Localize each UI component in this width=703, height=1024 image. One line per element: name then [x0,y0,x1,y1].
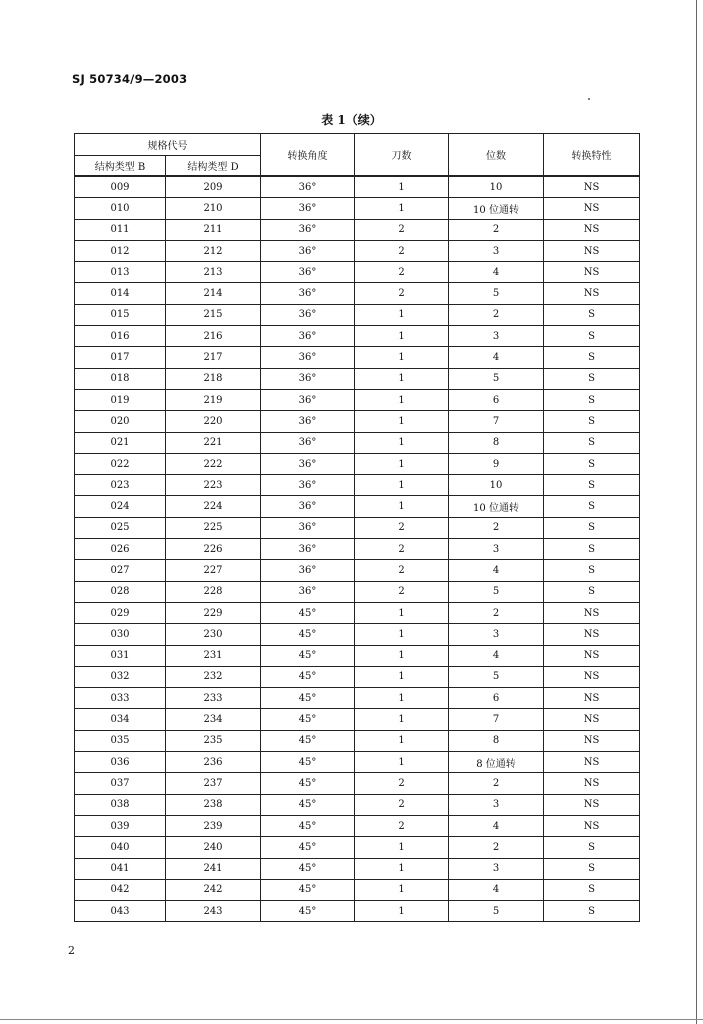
cell-type-b: 015 [75,304,166,325]
cell-poles: 1 [355,624,449,645]
cell-type-d: 231 [166,645,261,666]
cell-type-b: 014 [75,283,166,304]
cell-type-b: 021 [75,432,166,453]
cell-type-b: 017 [75,347,166,368]
cell-angle: 36° [261,475,355,496]
cell-poles: 1 [355,475,449,496]
table-row [75,453,640,474]
cell-switching: S [544,368,640,389]
cell-switching: NS [544,666,640,687]
table-row [75,560,640,581]
cell-angle: 45° [261,879,355,900]
cell-switching: S [544,347,640,368]
cell-switching: S [544,837,640,858]
table-row [75,304,640,325]
cell-type-d: 223 [166,475,261,496]
cell-angle: 45° [261,666,355,687]
cell-switching: NS [544,602,640,623]
cell-poles: 1 [355,347,449,368]
cell-type-d: 225 [166,517,261,538]
cell-poles: 1 [355,453,449,474]
cell-poles: 2 [355,283,449,304]
cell-poles: 2 [355,815,449,836]
table-row [75,730,640,751]
cell-switching: S [544,539,640,560]
cell-positions: 5 [449,666,544,687]
cell-type-d: 211 [166,219,261,240]
cell-type-b: 030 [75,624,166,645]
cell-positions: 10 [449,176,544,198]
table-row [75,176,640,198]
cell-type-d: 230 [166,624,261,645]
cell-type-d: 209 [166,176,261,198]
table-row [75,773,640,794]
cell-poles: 2 [355,560,449,581]
cell-type-b: 027 [75,560,166,581]
cell-switching: NS [544,624,640,645]
cell-angle: 36° [261,560,355,581]
cell-poles: 2 [355,240,449,261]
cell-type-b: 040 [75,837,166,858]
cell-positions: 3 [449,858,544,879]
scan-speck [588,98,590,100]
table-row [75,262,640,283]
cell-switching: S [544,326,640,347]
cell-type-b: 033 [75,688,166,709]
table-row [75,581,640,602]
cell-angle: 45° [261,837,355,858]
cell-positions: 8 [449,730,544,751]
cell-poles: 1 [355,602,449,623]
cell-type-d: 243 [166,901,261,922]
cell-type-d: 224 [166,496,261,517]
cell-switching: S [544,858,640,879]
table-row [75,411,640,432]
cell-switching: NS [544,283,640,304]
cell-positions: 10 [449,475,544,496]
cell-positions: 4 [449,262,544,283]
cell-angle: 36° [261,581,355,602]
cell-switching: S [544,411,640,432]
table-row [75,198,640,219]
cell-type-b: 016 [75,326,166,347]
cell-angle: 36° [261,262,355,283]
header-type-d: 结构类型 D [166,156,261,177]
cell-poles: 1 [355,666,449,687]
table-row [75,794,640,815]
cell-positions: 8 [449,432,544,453]
header-type-b: 结构类型 B [75,156,166,177]
cell-switching: NS [544,752,640,773]
table-row [75,624,640,645]
table-row [75,879,640,900]
cell-switching: S [544,453,640,474]
cell-type-d: 216 [166,326,261,347]
spec-table [74,133,640,922]
table-row [75,496,640,517]
cell-positions: 3 [449,794,544,815]
cell-switching: S [544,517,640,538]
cell-positions: 7 [449,411,544,432]
cell-type-d: 210 [166,198,261,219]
header-angle: 转换角度 [261,134,355,177]
cell-angle: 45° [261,602,355,623]
cell-type-d: 239 [166,815,261,836]
standard-code: SJ 50734/9—2003 [72,72,188,86]
cell-type-b: 029 [75,602,166,623]
cell-positions: 2 [449,517,544,538]
cell-positions: 8 位通转 [449,752,544,773]
cell-angle: 45° [261,901,355,922]
cell-type-d: 241 [166,858,261,879]
cell-switching: S [544,389,640,410]
cell-type-d: 220 [166,411,261,432]
table-row [75,347,640,368]
cell-positions: 10 位通转 [449,198,544,219]
header-spec-code: 规格代号 [75,134,261,156]
cell-positions: 10 位通转 [449,496,544,517]
cell-type-d: 240 [166,837,261,858]
cell-type-b: 020 [75,411,166,432]
cell-poles: 1 [355,496,449,517]
cell-type-d: 219 [166,389,261,410]
cell-switching: S [544,581,640,602]
cell-poles: 1 [355,858,449,879]
cell-angle: 36° [261,198,355,219]
table-row [75,432,640,453]
cell-poles: 1 [355,901,449,922]
cell-type-d: 236 [166,752,261,773]
cell-positions: 3 [449,624,544,645]
cell-type-d: 217 [166,347,261,368]
cell-positions: 2 [449,304,544,325]
cell-poles: 2 [355,539,449,560]
cell-positions: 5 [449,368,544,389]
cell-poles: 1 [355,432,449,453]
table-header [75,134,640,177]
cell-type-b: 031 [75,645,166,666]
cell-positions: 3 [449,326,544,347]
table-row [75,517,640,538]
cell-type-d: 221 [166,432,261,453]
cell-type-b: 036 [75,752,166,773]
cell-type-b: 022 [75,453,166,474]
cell-angle: 45° [261,645,355,666]
table-caption: 表 1（续） [321,113,382,127]
table-row [75,666,640,687]
cell-angle: 45° [261,624,355,645]
cell-type-d: 226 [166,539,261,560]
cell-positions: 2 [449,773,544,794]
cell-type-b: 019 [75,389,166,410]
cell-angle: 36° [261,517,355,538]
cell-positions: 6 [449,389,544,410]
cell-positions: 3 [449,539,544,560]
cell-switching: NS [544,815,640,836]
cell-poles: 1 [355,176,449,198]
table-row [75,858,640,879]
cell-positions: 6 [449,688,544,709]
cell-angle: 36° [261,432,355,453]
cell-positions: 5 [449,581,544,602]
cell-type-b: 026 [75,539,166,560]
cell-type-b: 034 [75,709,166,730]
cell-type-b: 038 [75,794,166,815]
cell-switching: NS [544,688,640,709]
cell-poles: 1 [355,304,449,325]
cell-type-b: 028 [75,581,166,602]
cell-type-b: 013 [75,262,166,283]
cell-positions: 4 [449,645,544,666]
cell-type-b: 037 [75,773,166,794]
cell-angle: 36° [261,368,355,389]
cell-angle: 36° [261,539,355,560]
cell-angle: 45° [261,709,355,730]
cell-type-d: 242 [166,879,261,900]
header-positions: 位数 [449,134,544,177]
scan-edge-right [696,0,697,1024]
cell-positions: 3 [449,240,544,261]
cell-type-b: 043 [75,901,166,922]
cell-type-d: 234 [166,709,261,730]
header-poles: 刀数 [355,134,449,177]
cell-angle: 45° [261,752,355,773]
cell-type-b: 011 [75,219,166,240]
table-body [75,176,640,922]
cell-positions: 5 [449,901,544,922]
cell-poles: 1 [355,688,449,709]
cell-switching: NS [544,198,640,219]
table-row [75,219,640,240]
cell-type-d: 222 [166,453,261,474]
cell-type-d: 238 [166,794,261,815]
cell-type-d: 235 [166,730,261,751]
cell-poles: 2 [355,794,449,815]
cell-type-d: 215 [166,304,261,325]
cell-type-b: 025 [75,517,166,538]
cell-angle: 36° [261,347,355,368]
cell-angle: 45° [261,794,355,815]
cell-angle: 45° [261,815,355,836]
cell-type-b: 010 [75,198,166,219]
cell-type-d: 237 [166,773,261,794]
table-row [75,368,640,389]
cell-positions: 7 [449,709,544,730]
cell-poles: 1 [355,645,449,666]
cell-poles: 2 [355,219,449,240]
cell-angle: 45° [261,858,355,879]
header-switching: 转换特性 [544,134,640,177]
cell-type-b: 042 [75,879,166,900]
cell-switching: NS [544,730,640,751]
cell-poles: 2 [355,581,449,602]
cell-poles: 1 [355,411,449,432]
cell-type-d: 229 [166,602,261,623]
cell-positions: 9 [449,453,544,474]
cell-poles: 2 [355,262,449,283]
table-row [75,815,640,836]
scan-edge-bottom [0,1019,703,1020]
page-number: 2 [68,944,75,957]
cell-poles: 1 [355,837,449,858]
cell-angle: 36° [261,411,355,432]
cell-poles: 1 [355,368,449,389]
cell-switching: NS [544,176,640,198]
cell-switching: S [544,475,640,496]
table-row [75,688,640,709]
cell-positions: 4 [449,560,544,581]
table-row [75,539,640,560]
cell-switching: NS [544,645,640,666]
cell-angle: 36° [261,389,355,410]
cell-switching: S [544,432,640,453]
cell-switching: NS [544,262,640,283]
table-row [75,602,640,623]
cell-poles: 1 [355,752,449,773]
cell-type-b: 039 [75,815,166,836]
cell-poles: 2 [355,773,449,794]
cell-angle: 36° [261,219,355,240]
cell-switching: S [544,304,640,325]
cell-type-b: 023 [75,475,166,496]
cell-type-d: 214 [166,283,261,304]
cell-type-d: 232 [166,666,261,687]
cell-angle: 36° [261,453,355,474]
table-row [75,475,640,496]
cell-angle: 36° [261,240,355,261]
cell-poles: 1 [355,730,449,751]
table-row [75,389,640,410]
cell-positions: 4 [449,879,544,900]
cell-angle: 45° [261,730,355,751]
cell-type-b: 012 [75,240,166,261]
cell-switching: NS [544,709,640,730]
cell-type-b: 032 [75,666,166,687]
cell-type-b: 024 [75,496,166,517]
cell-switching: NS [544,794,640,815]
cell-angle: 45° [261,688,355,709]
table-row [75,645,640,666]
cell-positions: 4 [449,815,544,836]
table-row [75,283,640,304]
cell-positions: 5 [449,283,544,304]
cell-type-b: 009 [75,176,166,198]
cell-poles: 1 [355,709,449,730]
cell-angle: 36° [261,496,355,517]
cell-switching: S [544,560,640,581]
cell-type-b: 018 [75,368,166,389]
cell-angle: 36° [261,304,355,325]
cell-poles: 2 [355,517,449,538]
cell-poles: 1 [355,389,449,410]
cell-poles: 1 [355,198,449,219]
cell-angle: 45° [261,773,355,794]
cell-positions: 2 [449,219,544,240]
cell-switching: NS [544,240,640,261]
table-row [75,752,640,773]
table-row [75,901,640,922]
cell-type-d: 212 [166,240,261,261]
table-row [75,326,640,347]
cell-type-b: 035 [75,730,166,751]
cell-angle: 36° [261,283,355,304]
cell-poles: 1 [355,326,449,347]
cell-switching: S [544,879,640,900]
cell-switching: S [544,496,640,517]
cell-switching: S [544,901,640,922]
cell-type-d: 233 [166,688,261,709]
cell-positions: 2 [449,602,544,623]
table-row [75,240,640,261]
cell-angle: 36° [261,176,355,198]
cell-angle: 36° [261,326,355,347]
cell-type-d: 218 [166,368,261,389]
cell-type-d: 213 [166,262,261,283]
table-row [75,709,640,730]
cell-switching: NS [544,219,640,240]
table-row [75,837,640,858]
cell-positions: 2 [449,837,544,858]
cell-poles: 1 [355,879,449,900]
cell-type-b: 041 [75,858,166,879]
cell-type-d: 228 [166,581,261,602]
cell-type-d: 227 [166,560,261,581]
cell-switching: NS [544,773,640,794]
cell-positions: 4 [449,347,544,368]
